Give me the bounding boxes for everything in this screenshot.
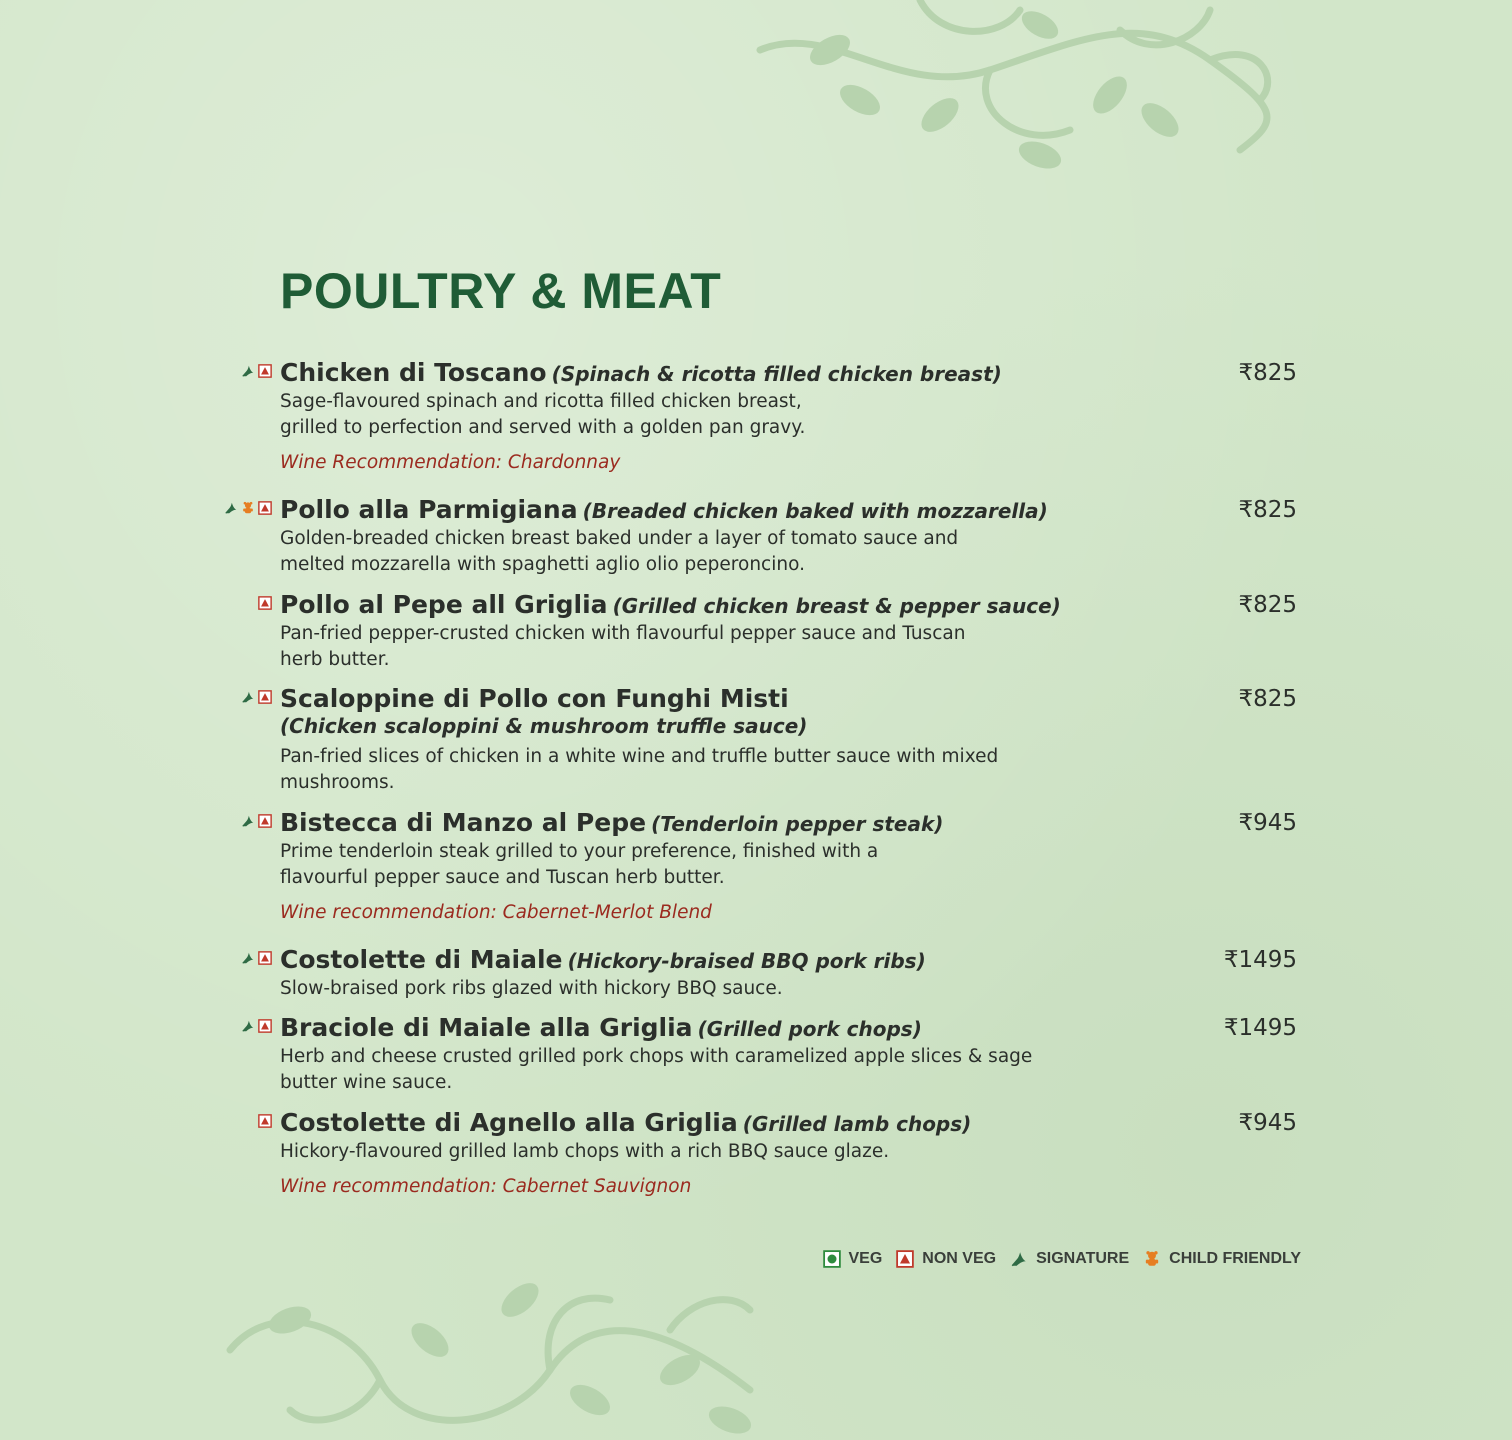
item-description: Golden-breaded chicken breast baked under a layer of tomato sauce and melted mozzarella with spaghetti aglio olio peperoncino.	[280, 528, 959, 575]
child-friendly-icon	[241, 501, 255, 515]
signature-icon	[1010, 1250, 1028, 1268]
item-description: Herb and cheese crusted grilled pork chops with caramelized apple slices & sage butter wine sauce.	[280, 1046, 1033, 1093]
item-subtitle: (Grilled chicken breast & pepper sauce)	[612, 594, 1061, 618]
vine-decoration-bottom	[210, 1260, 770, 1440]
item-description: Pan-fried slices of chicken in a white wine and truffle butter sauce with mixed mushrooms.	[280, 746, 999, 793]
non-veg-icon	[258, 596, 272, 610]
item-description: Slow-braised pork ribs glazed with hickory BBQ sauce.	[280, 978, 783, 999]
item-name: Costolette di Agnello alla Griglia	[280, 1108, 738, 1137]
item-price: ₹1495	[1223, 1015, 1297, 1041]
non-veg-icon	[258, 690, 272, 704]
item-price: ₹825	[1238, 360, 1297, 386]
signature-icon	[241, 690, 255, 704]
item-marks	[241, 1019, 272, 1033]
item-subtitle: (Tenderloin pepper steak)	[651, 812, 944, 836]
item-description: Pan-fried pepper-crusted chicken with flavourful pepper sauce and Tuscan herb butter.	[280, 623, 966, 670]
item-subtitle: (Spinach & ricotta filled chicken breast)	[551, 362, 1002, 386]
item-name: Pollo alla Parmigiana	[280, 495, 578, 524]
non-veg-icon	[258, 1114, 272, 1128]
item-description: Prime tenderloin steak grilled to your preference, finished with a flavourful pepper sauce and Tuscan herb butter.	[280, 841, 879, 888]
legend-label: VEG	[848, 1250, 883, 1267]
wine-recommendation: Wine recommendation: Cabernet-Merlot Blend	[280, 902, 712, 923]
item-price: ₹825	[1238, 686, 1297, 712]
item-name: Chicken di Toscano	[280, 358, 547, 387]
non-veg-icon	[896, 1250, 914, 1268]
item-price: ₹945	[1238, 1110, 1297, 1136]
non-veg-icon	[258, 951, 272, 965]
item-name: Pollo al Pepe all Griglia	[280, 590, 608, 619]
signature-icon	[241, 364, 255, 378]
item-marks	[241, 951, 272, 965]
item-marks	[241, 364, 272, 378]
item-price: ₹825	[1238, 497, 1297, 523]
signature-icon	[241, 951, 255, 965]
legend-label: NON VEG	[922, 1250, 997, 1267]
item-subtitle: (Grilled pork chops)	[697, 1017, 922, 1041]
item-name: Scaloppine di Pollo con Funghi Misti	[280, 684, 789, 713]
item-price: ₹1495	[1223, 947, 1297, 973]
child-friendly-icon	[1143, 1250, 1161, 1268]
item-subtitle: (Chicken scaloppini & mushroom truffle sauce)	[280, 714, 808, 738]
item-subtitle: (Hickory-braised BBQ pork ribs)	[567, 949, 926, 973]
legend-item-veg	[823, 1250, 883, 1268]
item-marks	[241, 814, 272, 828]
non-veg-icon	[258, 364, 272, 378]
legend-item-signature	[1010, 1250, 1129, 1268]
signature-icon	[224, 501, 238, 515]
signature-icon	[241, 814, 255, 828]
legend-label: CHILD FRIENDLY	[1169, 1250, 1301, 1267]
page-title: POULTRY & MEAT	[280, 263, 722, 319]
item-marks	[241, 690, 272, 704]
wine-recommendation: Wine recommendation: Cabernet Sauvignon	[280, 1176, 692, 1197]
vine-decoration-top	[740, 0, 1300, 190]
item-price: ₹945	[1238, 810, 1297, 836]
non-veg-icon	[258, 1019, 272, 1033]
item-marks	[258, 1114, 272, 1128]
item-price: ₹825	[1238, 592, 1297, 618]
legend	[823, 1250, 1302, 1268]
signature-icon	[241, 1019, 255, 1033]
item-subtitle: (Grilled lamb chops)	[742, 1112, 972, 1136]
non-veg-icon	[258, 814, 272, 828]
item-description: Hickory-flavoured grilled lamb chops with a rich BBQ sauce glaze.	[280, 1141, 890, 1162]
item-name: Braciole di Maiale alla Griglia	[280, 1013, 693, 1042]
item-marks	[258, 596, 272, 610]
legend-item-child-friendly	[1143, 1250, 1301, 1268]
item-marks	[224, 501, 272, 515]
item-description: Sage-flavoured spinach and ricotta filled chicken breast, grilled to perfection and served with a golden pan gravy.	[280, 391, 806, 438]
legend-label: SIGNATURE	[1036, 1250, 1130, 1267]
legend-item-non-veg	[896, 1250, 996, 1268]
item-name: Costolette di Maiale	[280, 945, 563, 974]
wine-recommendation: Wine Recommendation: Chardonnay	[280, 452, 621, 473]
non-veg-icon	[258, 501, 272, 515]
item-name: Bistecca di Manzo al Pepe	[280, 808, 647, 837]
veg-icon	[823, 1250, 841, 1268]
item-subtitle: (Breaded chicken baked with mozzarella)	[582, 499, 1048, 523]
